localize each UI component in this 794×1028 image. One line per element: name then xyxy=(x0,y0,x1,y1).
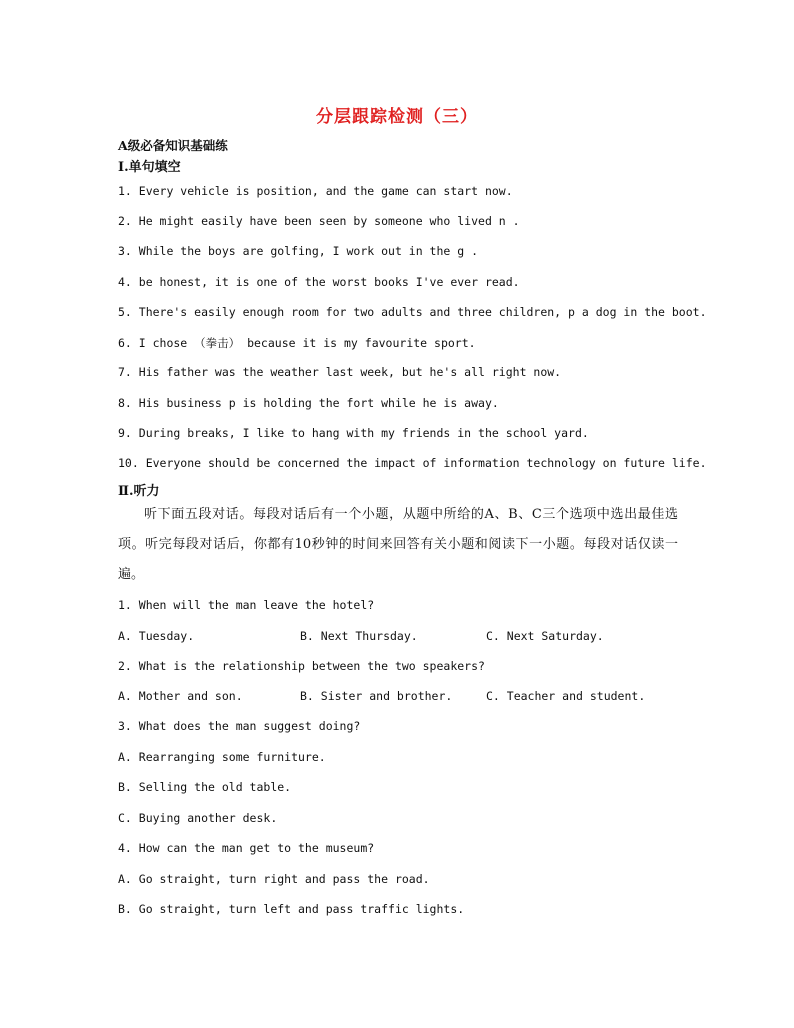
fill-item-5: 5. There's easily enough room for two adults and three children, p a dog in the boot. xyxy=(118,305,707,319)
fill-item-10: 10. Everyone should be concerned the impact of information technology on future life. xyxy=(118,456,707,470)
q1-option-a: A. Tuesday. xyxy=(118,629,195,643)
q3-question: 3. What does the man suggest doing? xyxy=(118,719,361,733)
level-heading: A级必备知识基础练 xyxy=(118,138,228,153)
fill-item-4: 4. be honest, it is one of the worst books I've ever read. xyxy=(118,275,520,289)
fill-item-1: 1. Every vehicle is position, and the game can start now. xyxy=(118,184,513,198)
fill-item-2: 2. He might easily have been seen by someone who lived n . xyxy=(118,214,520,228)
q1-question: 1. When will the man leave the hotel? xyxy=(118,598,375,612)
fill-item-6: 6. I chose （拳击） because it is my favourite sport. xyxy=(118,336,476,350)
fill-item-8: 8. His business p is holding the fort while he is away. xyxy=(118,396,499,410)
q3-option-a: A. Rearranging some furniture. xyxy=(118,750,326,764)
q4-question: 4. How can the man get to the museum? xyxy=(118,841,375,855)
section1-heading: Ⅰ.单句填空 xyxy=(118,160,181,175)
page-title: 分层跟踪检测（三） xyxy=(316,107,478,127)
q4-option-a: A. Go straight, turn right and pass the road. xyxy=(118,872,430,886)
fill-item-9: 9. During breaks, I like to hang with my friends in the school yard. xyxy=(118,426,589,440)
q4-option-b: B. Go straight, turn left and pass traffic lights. xyxy=(118,902,465,916)
q3-option-c: C. Buying another desk. xyxy=(118,811,278,825)
q2-option-a: A. Mother and son. xyxy=(118,689,243,703)
listening-instructions: 听下面五段对话。每段对话后有一个小题，从题中所给的A、B、C三个选项中选出最佳选项。听完每段对话后，你都有10秒钟的时间来回答有关小题和阅读下一小题。每段对话仅读一遍。 xyxy=(118,507,678,582)
q3-option-b: B. Selling the old table. xyxy=(118,780,292,794)
q2-option-c: C. Teacher and student. xyxy=(486,689,646,703)
q1-option-c: C. Next Saturday. xyxy=(486,629,604,643)
fill-item-3: 3. While the boys are golfing, I work out in the g . xyxy=(118,244,479,258)
fill-item-7: 7. His father was the weather last week, but he's all right now. xyxy=(118,365,562,379)
q1-option-b: B. Next Thursday. xyxy=(300,629,418,643)
q2-option-b: B. Sister and brother. xyxy=(300,689,453,703)
q2-question: 2. What is the relationship between the two speakers? xyxy=(118,659,485,673)
section2-heading: Ⅱ.听力 xyxy=(118,484,160,499)
